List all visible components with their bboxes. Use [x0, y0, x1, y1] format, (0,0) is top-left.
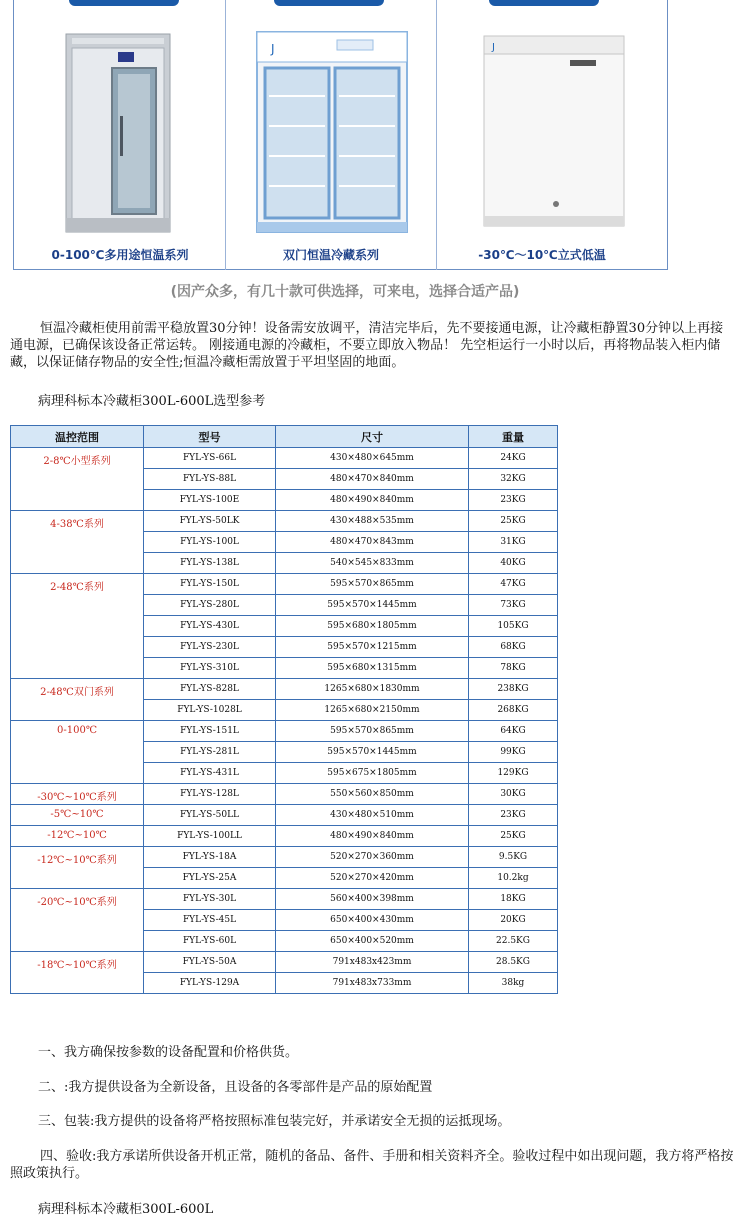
range-cell: -12℃~10℃系列	[11, 847, 144, 889]
model-cell: FYL-YS-150L	[144, 574, 276, 595]
weight-cell: 32KG	[469, 469, 558, 490]
model-cell: FYL-YS-310L	[144, 658, 276, 679]
table-row	[11, 805, 558, 826]
range-cell: 2-8℃小型系列	[11, 448, 144, 511]
weight-cell: 9.5KG	[469, 847, 558, 868]
control-panel-icon	[118, 52, 134, 62]
model-cell: FYL-YS-1028L	[144, 700, 276, 721]
size-cell: 540×545×833mm	[276, 553, 469, 574]
model-cell: FYL-YS-100LL	[144, 826, 276, 847]
weight-cell: 20KG	[469, 910, 558, 931]
model-cell: FYL-YS-129A	[144, 973, 276, 994]
term-2: 二、:我方提供设备为全新设备，且设备的各零部件是产品的原始配置	[38, 1080, 433, 1095]
weight-cell: 105KG	[469, 616, 558, 637]
size-cell: 791x483x733mm	[276, 973, 469, 994]
size-cell: 480×490×840mm	[276, 826, 469, 847]
brand-logo: J	[492, 42, 495, 53]
table-header-row	[11, 426, 558, 448]
size-cell: 480×470×843mm	[276, 532, 469, 553]
header-weight: 重量	[469, 426, 558, 448]
term-3: 三、包装:我方提供的设备将严格按照标准包装完好，并承诺安全无损的运抵现场。	[38, 1114, 511, 1129]
table-row	[11, 847, 558, 868]
weight-cell: 38kg	[469, 973, 558, 994]
size-cell: 595×570×865mm	[276, 721, 469, 742]
size-cell: 650×400×520mm	[276, 931, 469, 952]
weight-cell: 23KG	[469, 805, 558, 826]
door-handle-icon	[120, 116, 123, 156]
model-cell: FYL-YS-100L	[144, 532, 276, 553]
size-cell: 1265×680×2150mm	[276, 700, 469, 721]
weight-cell: 24KG	[469, 448, 558, 469]
weight-cell: 25KG	[469, 826, 558, 847]
size-cell: 595×675×1805mm	[276, 763, 469, 784]
product-tab-1	[69, 0, 179, 6]
size-cell: 550×560×850mm	[276, 784, 469, 805]
column-divider	[436, 0, 437, 270]
weight-cell: 23KG	[469, 490, 558, 511]
weight-cell: 47KG	[469, 574, 558, 595]
table-row	[11, 784, 558, 805]
model-cell: FYL-YS-50A	[144, 952, 276, 973]
model-cell: FYL-YS-50LK	[144, 511, 276, 532]
model-cell: FYL-YS-100E	[144, 490, 276, 511]
model-cell: FYL-YS-45L	[144, 910, 276, 931]
model-cell: FYL-YS-60L	[144, 931, 276, 952]
product-tab-3	[489, 0, 599, 6]
weight-cell: 99KG	[469, 742, 558, 763]
product-caption-1: 0-100℃多用途恒温系列	[51, 248, 189, 262]
brand-logo: J	[271, 42, 275, 56]
range-cell: -18℃~10℃系列	[11, 952, 144, 994]
size-cell: 430×488×535mm	[276, 511, 469, 532]
weight-cell: 10.2kg	[469, 868, 558, 889]
size-cell: 430×480×645mm	[276, 448, 469, 469]
model-cell: FYL-YS-30L	[144, 889, 276, 910]
size-cell: 595×680×1805mm	[276, 616, 469, 637]
size-cell: 595×570×865mm	[276, 574, 469, 595]
range-cell: -20℃~10℃系列	[11, 889, 144, 952]
weight-cell: 25KG	[469, 511, 558, 532]
table-row	[11, 826, 558, 847]
size-cell: 430×480×510mm	[276, 805, 469, 826]
column-divider	[225, 0, 226, 270]
weight-cell: 22.5KG	[469, 931, 558, 952]
model-cell: FYL-YS-230L	[144, 637, 276, 658]
range-cell: 4-38℃系列	[11, 511, 144, 574]
table-row	[11, 511, 558, 532]
table-row	[11, 679, 558, 700]
weight-cell: 28.5KG	[469, 952, 558, 973]
range-cell: -12℃~10℃	[11, 826, 144, 847]
footer-title: 病理科标本冷藏柜300L-600L	[38, 1202, 214, 1217]
weight-cell: 68KG	[469, 637, 558, 658]
weight-cell: 18KG	[469, 889, 558, 910]
term-1: 一、我方确保按参数的设备配置和价格供货。	[38, 1045, 299, 1060]
table-title: 病理科标本冷藏柜300L-600L选型参考	[38, 394, 266, 409]
spec-table	[10, 425, 558, 994]
weight-cell: 31KG	[469, 532, 558, 553]
weight-cell: 268KG	[469, 700, 558, 721]
model-cell: FYL-YS-151L	[144, 721, 276, 742]
table-row	[11, 889, 558, 910]
lock-icon	[553, 201, 559, 207]
header-size: 尺寸	[276, 426, 469, 448]
size-cell: 560×400×398mm	[276, 889, 469, 910]
weight-cell: 64KG	[469, 721, 558, 742]
model-cell: FYL-YS-128L	[144, 784, 276, 805]
size-cell: 480×490×840mm	[276, 490, 469, 511]
product-note: (因产众多，有几十款可供选择，可来电，选择合适产品)	[170, 284, 520, 300]
model-cell: FYL-YS-25A	[144, 868, 276, 889]
model-cell: FYL-YS-828L	[144, 679, 276, 700]
range-cell: 2-48℃双门系列	[11, 679, 144, 721]
table-row	[11, 952, 558, 973]
header-model: 型号	[144, 426, 276, 448]
low-temp-cabinet-image	[444, 26, 640, 238]
weight-cell: 78KG	[469, 658, 558, 679]
model-cell: FYL-YS-88L	[144, 469, 276, 490]
product-caption-2: 双门恒温冷藏系列	[282, 248, 379, 262]
product-showcase	[13, 0, 668, 270]
size-cell: 1265×680×1830mm	[276, 679, 469, 700]
term-4: 四、验收:我方承诺所供设备开机正常，随机的备品、备件、手册和相关资料齐全。验收过程中如出现问题，我方将严格按照政策执行。	[10, 1149, 734, 1181]
range-cell: 2-48℃系列	[11, 574, 144, 679]
model-cell: FYL-YS-281L	[144, 742, 276, 763]
range-cell: -5℃~10℃	[11, 805, 144, 826]
model-cell: FYL-YS-66L	[144, 448, 276, 469]
weight-cell: 40KG	[469, 553, 558, 574]
model-cell: FYL-YS-18A	[144, 847, 276, 868]
header-range: 温控范围	[11, 426, 144, 448]
double-door-cabinet-image	[233, 26, 429, 238]
weight-cell: 238KG	[469, 679, 558, 700]
intro-paragraph: 恒温冷藏柜使用前需平稳放置30分钟！设备需安放调平，清洁完毕后，先不要接通电源，让冷藏柜静置30分钟以上再接通电源，已确保该设备正常运转。 刚接通电源的冷藏柜，不要立即放入物品！ 先空柜运行一小时以后，再将物品装入柜内储藏，以保证储存物品的安全性;恒温冷藏柜需放置于平坦坚固的地面。	[10, 321, 724, 370]
size-cell: 595×570×1445mm	[276, 595, 469, 616]
product-tab-2	[274, 0, 384, 6]
model-cell: FYL-YS-431L	[144, 763, 276, 784]
size-cell: 520×270×360mm	[276, 847, 469, 868]
weight-cell: 73KG	[469, 595, 558, 616]
size-cell: 480×470×840mm	[276, 469, 469, 490]
size-cell: 595×680×1315mm	[276, 658, 469, 679]
size-cell: 595×570×1215mm	[276, 637, 469, 658]
table-row	[11, 448, 558, 469]
size-cell: 791x483x423mm	[276, 952, 469, 973]
size-cell: 520×270×420mm	[276, 868, 469, 889]
weight-cell: 129KG	[469, 763, 558, 784]
size-cell: 595×570×1445mm	[276, 742, 469, 763]
size-cell: 650×400×430mm	[276, 910, 469, 931]
table-body	[11, 448, 558, 994]
range-cell: -30℃~10℃系列	[11, 784, 144, 805]
range-cell: 0-100℃	[11, 721, 144, 784]
model-cell: FYL-YS-280L	[144, 595, 276, 616]
product-caption-3: -30℃～10℃立式低温	[478, 248, 606, 262]
weight-cell: 30KG	[469, 784, 558, 805]
model-cell: FYL-YS-50LL	[144, 805, 276, 826]
table-row	[11, 721, 558, 742]
single-door-cabinet-image	[22, 26, 218, 238]
model-cell: FYL-YS-138L	[144, 553, 276, 574]
table-row	[11, 574, 558, 595]
model-cell: FYL-YS-430L	[144, 616, 276, 637]
